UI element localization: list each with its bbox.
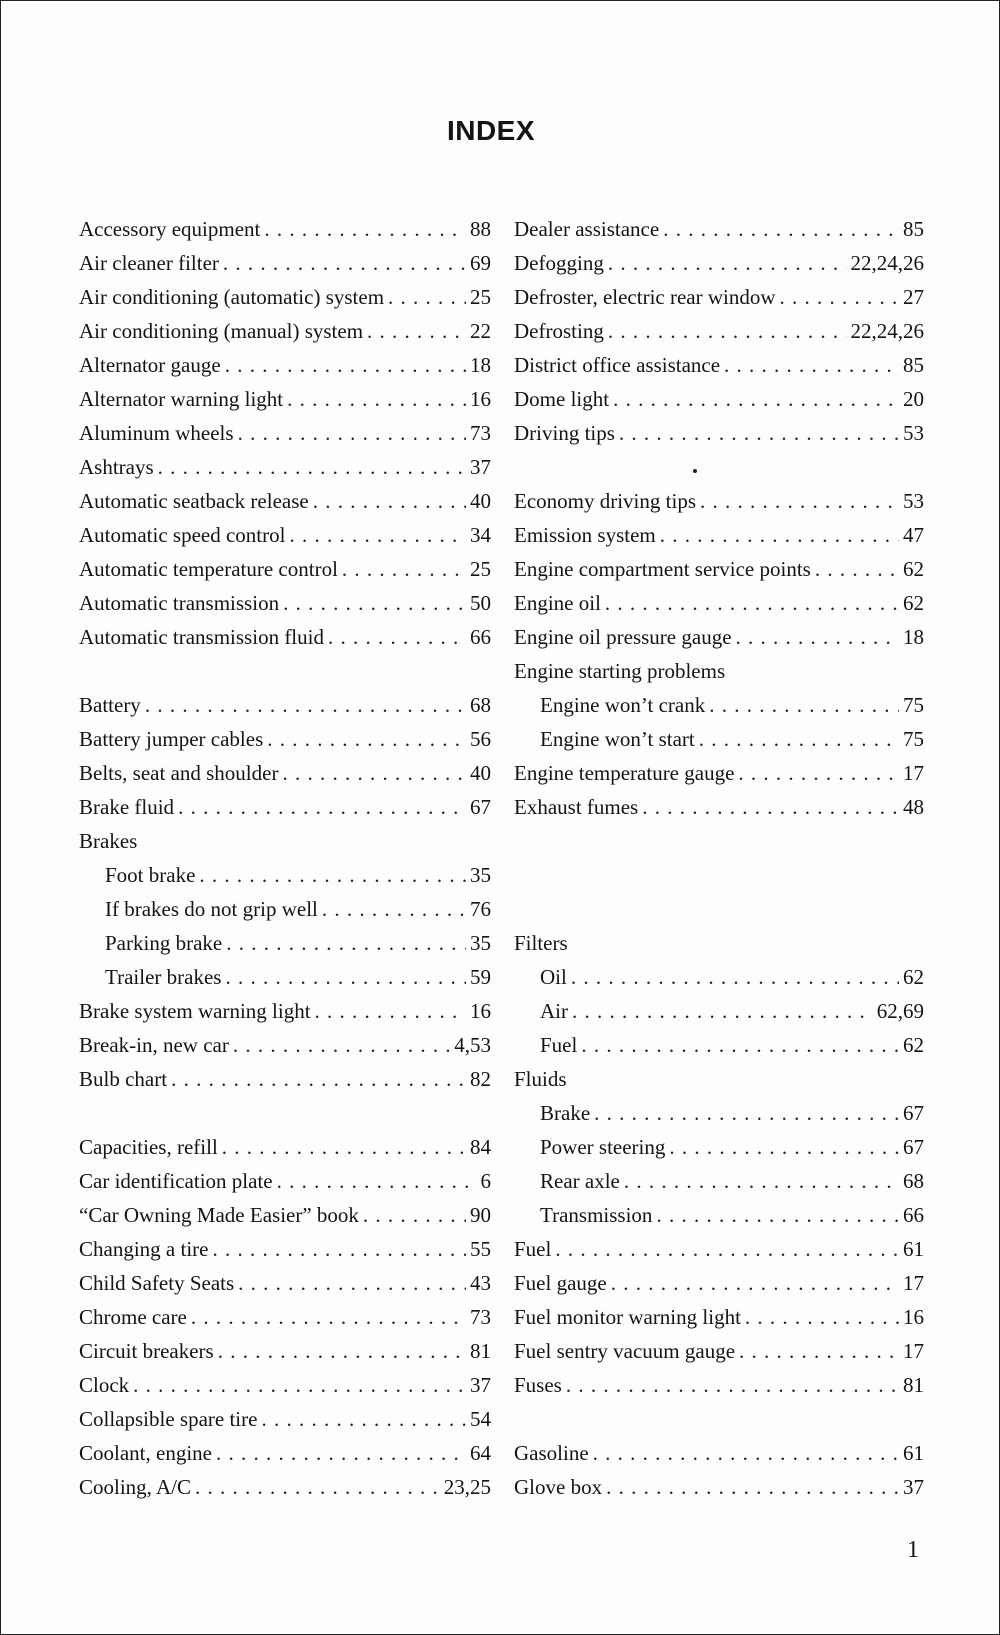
entry-page-number: 62 — [903, 591, 924, 615]
dot-leader — [223, 246, 466, 280]
dot-leader — [745, 1300, 899, 1334]
entry-page-number: 18 — [470, 353, 491, 377]
index-spacer — [514, 858, 924, 892]
entry-page-number: 16 — [903, 1305, 924, 1329]
index-entry — [79, 790, 491, 824]
entry-label: Fuel — [514, 1237, 552, 1261]
dot-leader — [572, 994, 873, 1028]
entry-page-number: 40 — [470, 489, 491, 513]
dot-leader — [555, 1232, 899, 1266]
index-entry — [79, 994, 491, 1028]
entry-label: Ashtrays — [79, 455, 154, 479]
entry-page-number: 62 — [903, 1033, 924, 1057]
dot-leader — [199, 858, 466, 892]
entry-label: Oil — [540, 965, 567, 989]
entry-label: Rear axle — [540, 1169, 620, 1193]
dot-leader — [222, 1130, 466, 1164]
index-subentry — [514, 960, 924, 994]
dot-leader — [642, 790, 899, 824]
entry-page-number: 37 — [903, 1475, 924, 1499]
index-column-left — [79, 212, 491, 1504]
dot-leader — [699, 722, 899, 756]
index-entry — [79, 348, 491, 382]
dot-leader — [656, 1198, 899, 1232]
entry-label: Automatic transmission fluid — [79, 625, 324, 649]
entry-label: Clock — [79, 1373, 130, 1397]
dot-leader — [738, 756, 899, 790]
dot-leader — [133, 1368, 466, 1402]
entry-page-number: 68 — [903, 1169, 924, 1193]
dot-leader — [669, 1130, 899, 1164]
dot-leader — [212, 1232, 466, 1266]
page-title: INDEX — [446, 115, 536, 146]
index-entry — [79, 416, 491, 450]
dot-leader — [287, 382, 466, 416]
dot-leader — [328, 620, 466, 654]
index-entry — [79, 1164, 491, 1198]
dot-leader — [238, 416, 466, 450]
entry-page-number: 27 — [903, 285, 924, 309]
dot-leader — [216, 1436, 466, 1470]
index-entry — [79, 1334, 491, 1368]
entry-label: Changing a tire — [79, 1237, 209, 1261]
entry-label: Brake system warning light — [79, 999, 311, 1023]
entry-label: Exhaust fumes — [514, 795, 639, 819]
dot-leader — [619, 416, 899, 450]
entry-label: Gasoline — [514, 1441, 589, 1465]
dot-leader — [593, 1436, 899, 1470]
dot-leader — [282, 756, 466, 790]
entry-label: Automatic temperature control — [79, 557, 338, 581]
dot-leader — [571, 960, 899, 994]
index-subentry — [79, 926, 491, 960]
page-number: 1 — [907, 1537, 919, 1563]
dot-leader — [581, 1028, 899, 1062]
dot-leader — [322, 892, 466, 926]
dot-leader — [238, 1266, 466, 1300]
entry-label: Bulb chart — [79, 1067, 168, 1091]
entry-label: Fuel — [540, 1033, 578, 1057]
index-entry — [514, 756, 924, 790]
dot-leader — [613, 382, 899, 416]
entry-page-number: 61 — [903, 1237, 924, 1261]
entry-page-number: 23,25 — [443, 1475, 491, 1499]
entry-label: Engine won’t crank — [540, 693, 706, 717]
index-entry — [79, 688, 491, 722]
entry-label: Brakes — [79, 829, 138, 853]
entry-label: Fuel monitor warning light — [514, 1305, 741, 1329]
index-spacer — [79, 1096, 491, 1130]
dot-leader — [218, 1334, 466, 1368]
index-entry — [79, 484, 491, 518]
dot-leader — [724, 348, 899, 382]
entry-page-number: 22,24,26 — [850, 251, 924, 275]
dot-leader — [700, 484, 899, 518]
entry-page-number: 59 — [470, 965, 491, 989]
entry-page-number: 73 — [470, 421, 491, 445]
entry-label: Air — [540, 999, 568, 1023]
entry-page-number: 48 — [903, 795, 924, 819]
entry-page-number: 6 — [480, 1169, 491, 1193]
entry-page-number: 22 — [470, 319, 491, 343]
index-entry — [79, 552, 491, 586]
index-entry — [514, 620, 924, 654]
index-subentry — [514, 1164, 924, 1198]
index-entry — [79, 756, 491, 790]
entry-page-number: 40 — [470, 761, 491, 785]
entry-page-number: 62,69 — [876, 999, 924, 1023]
index-entry — [79, 1402, 491, 1436]
dot-leader — [226, 926, 466, 960]
index-entry — [514, 484, 924, 518]
index-entry — [514, 246, 924, 280]
dot-leader — [289, 518, 466, 552]
entry-label: Belts, seat and shoulder — [79, 761, 279, 785]
index-entry — [79, 1062, 491, 1096]
entry-page-number: 16 — [470, 387, 491, 411]
index-heading — [79, 824, 491, 858]
index-entry — [79, 586, 491, 620]
dot-leader — [736, 620, 899, 654]
index-entry — [514, 212, 924, 246]
entry-label: Collapsible spare tire — [79, 1407, 258, 1431]
index-entry — [514, 518, 924, 552]
dot-leader — [264, 212, 466, 246]
index-subentry — [514, 994, 924, 1028]
entry-label: Engine starting problems — [514, 659, 726, 683]
dot-leader — [225, 348, 466, 382]
entry-label: Air cleaner filter — [79, 251, 219, 275]
index-entry — [79, 1368, 491, 1402]
index-entry — [514, 1334, 924, 1368]
index-spacer — [79, 654, 491, 688]
index-heading — [514, 926, 924, 960]
entry-page-number: 56 — [470, 727, 491, 751]
dot-leader — [283, 586, 466, 620]
entry-label: Dealer assistance — [514, 217, 660, 241]
index-entry — [514, 1368, 924, 1402]
entry-page-number: 25 — [470, 285, 491, 309]
dot-leader — [606, 1470, 899, 1504]
entry-page-number: 61 — [903, 1441, 924, 1465]
entry-page-number: 25 — [470, 557, 491, 581]
entry-label: Trailer brakes — [105, 965, 222, 989]
entry-page-number: 18 — [903, 625, 924, 649]
index-column-right — [514, 212, 924, 1504]
entry-label: Engine oil pressure gauge — [514, 625, 732, 649]
entry-page-number: 64 — [470, 1441, 491, 1465]
entry-label: Defroster, electric rear window — [514, 285, 776, 309]
dot-leader — [780, 280, 899, 314]
entry-page-number: 88 — [470, 217, 491, 241]
dot-leader — [815, 552, 899, 586]
entry-page-number: 37 — [470, 1373, 491, 1397]
entry-page-number: 43 — [470, 1271, 491, 1295]
entry-label: Engine oil — [514, 591, 601, 615]
entry-page-number: 81 — [903, 1373, 924, 1397]
entry-page-number: 85 — [903, 353, 924, 377]
dot-leader — [709, 688, 899, 722]
entry-label: District office assistance — [514, 353, 721, 377]
entry-page-number: 17 — [903, 1339, 924, 1363]
dot-leader — [158, 450, 466, 484]
entry-label: Filters — [514, 931, 568, 955]
index-spacer — [514, 824, 924, 858]
index-subentry — [514, 1198, 924, 1232]
index-entry — [79, 1470, 491, 1504]
entry-label: Child Safety Seats — [79, 1271, 235, 1295]
entry-page-number: 62 — [903, 557, 924, 581]
index-subentry — [514, 688, 924, 722]
entry-label: Transmission — [540, 1203, 653, 1227]
entry-label: Defrosting — [514, 319, 604, 343]
entry-label: Battery jumper cables — [79, 727, 264, 751]
entry-label: Driving tips — [514, 421, 615, 445]
entry-label: Automatic seatback release — [79, 489, 309, 513]
dot-leader — [660, 518, 899, 552]
index-heading — [514, 654, 924, 688]
entry-label: Glove box — [514, 1475, 603, 1499]
entry-page-number: 53 — [903, 489, 924, 513]
dot-leader — [313, 484, 466, 518]
index-entry — [79, 1436, 491, 1470]
index-entry — [79, 450, 491, 484]
dot-leader — [388, 280, 466, 314]
entry-label: Fuel gauge — [514, 1271, 607, 1295]
index-heading — [514, 1062, 924, 1096]
index-entry — [79, 382, 491, 416]
entry-label: Circuit breakers — [79, 1339, 214, 1363]
index-entry — [79, 1028, 491, 1062]
entry-page-number: 17 — [903, 761, 924, 785]
entry-label: Engine compartment service points — [514, 557, 811, 581]
entry-page-number: 66 — [903, 1203, 924, 1227]
index-spacer — [514, 892, 924, 926]
index-subentry — [514, 1096, 924, 1130]
dot-leader — [363, 1198, 466, 1232]
entry-label: Fluids — [514, 1067, 567, 1091]
entry-page-number: 50 — [470, 591, 491, 615]
dot-leader — [261, 1402, 466, 1436]
entry-page-number: 55 — [470, 1237, 491, 1261]
index-entry — [79, 1130, 491, 1164]
index-entry — [514, 314, 924, 348]
entry-page-number: 62 — [903, 965, 924, 989]
entry-page-number: 22,24,26 — [850, 319, 924, 343]
index-subentry — [79, 960, 491, 994]
dot-leader — [315, 994, 466, 1028]
entry-label: Engine won’t start — [540, 727, 695, 751]
entry-page-number: 35 — [470, 863, 491, 887]
index-entry — [514, 552, 924, 586]
entry-page-number: 84 — [470, 1135, 491, 1159]
dot-leader — [739, 1334, 899, 1368]
dot-leader — [171, 1062, 466, 1096]
index-entry — [79, 518, 491, 552]
entry-page-number: 69 — [470, 251, 491, 275]
index-subentry — [79, 892, 491, 926]
dot-leader — [624, 1164, 899, 1198]
index-entry — [514, 348, 924, 382]
index-entry — [79, 620, 491, 654]
index-subentry — [514, 722, 924, 756]
index-entry — [79, 212, 491, 246]
index-spacer — [514, 450, 924, 484]
index-spacer — [514, 1402, 924, 1436]
entry-label: Defogging — [514, 251, 604, 275]
entry-page-number: 4,53 — [454, 1033, 491, 1057]
entry-page-number: 75 — [903, 693, 924, 717]
entry-page-number: 34 — [470, 523, 491, 547]
entry-page-number: 47 — [903, 523, 924, 547]
index-entry — [514, 382, 924, 416]
entry-label: Automatic speed control — [79, 523, 286, 547]
entry-page-number: 75 — [903, 727, 924, 751]
entry-label: Battery — [79, 693, 141, 717]
index-entry — [79, 280, 491, 314]
entry-page-number: 67 — [903, 1135, 924, 1159]
index-entry — [514, 1470, 924, 1504]
entry-label: Car identification plate — [79, 1169, 273, 1193]
entry-label: Dome light — [514, 387, 610, 411]
index-entry — [79, 246, 491, 280]
entry-page-number: 81 — [470, 1339, 491, 1363]
index-entry — [79, 1266, 491, 1300]
entry-page-number: 68 — [470, 693, 491, 717]
entry-page-number: 53 — [903, 421, 924, 445]
dot-leader — [608, 246, 847, 280]
entry-page-number: 82 — [470, 1067, 491, 1091]
entry-label: Parking brake — [105, 931, 223, 955]
index-subentry — [514, 1130, 924, 1164]
entry-label: If brakes do not grip well — [105, 897, 318, 921]
index-subentry — [514, 1028, 924, 1062]
entry-page-number: 35 — [470, 931, 491, 955]
dot-leader — [277, 1164, 477, 1198]
index-entry — [79, 1300, 491, 1334]
dot-leader — [195, 1470, 440, 1504]
entry-page-number: 85 — [903, 217, 924, 241]
entry-label: “Car Owning Made Easier” book — [79, 1203, 359, 1227]
dot-leader — [342, 552, 466, 586]
entry-label: Power steering — [540, 1135, 666, 1159]
entry-label: Fuel sentry vacuum gauge — [514, 1339, 736, 1363]
entry-label: Brake — [540, 1101, 591, 1125]
index-subentry — [79, 858, 491, 892]
index-entry — [514, 1266, 924, 1300]
dot-leader — [605, 586, 899, 620]
dot-leader — [191, 1300, 466, 1334]
index-entry — [79, 1232, 491, 1266]
dot-leader — [267, 722, 466, 756]
entry-label: Air conditioning (manual) system — [79, 319, 364, 343]
entry-label: Break-in, new car — [79, 1033, 229, 1057]
dot-leader — [594, 1096, 899, 1130]
stray-print-mark — [693, 469, 697, 473]
index-entry — [514, 1300, 924, 1334]
entry-page-number: 90 — [470, 1203, 491, 1227]
dot-leader — [663, 212, 899, 246]
dot-leader — [145, 688, 466, 722]
index-entry — [514, 416, 924, 450]
entry-label: Capacities, refill — [79, 1135, 218, 1159]
dot-leader — [233, 1028, 450, 1062]
index-entry — [514, 790, 924, 824]
entry-page-number: 66 — [470, 625, 491, 649]
index-entry — [514, 1232, 924, 1266]
entry-page-number: 73 — [470, 1305, 491, 1329]
entry-page-number: 76 — [470, 897, 491, 921]
index-entry — [79, 1198, 491, 1232]
entry-page-number: 67 — [903, 1101, 924, 1125]
dot-leader — [566, 1368, 899, 1402]
entry-label: Automatic transmission — [79, 591, 280, 615]
index-entry — [79, 314, 491, 348]
entry-label: Alternator gauge — [79, 353, 221, 377]
entry-label: Emission system — [514, 523, 656, 547]
entry-label: Brake fluid — [79, 795, 175, 819]
index-entry — [79, 722, 491, 756]
entry-page-number: 37 — [470, 455, 491, 479]
entry-label: Fuses — [514, 1373, 562, 1397]
entry-page-number: 16 — [470, 999, 491, 1023]
entry-label: Foot brake — [105, 863, 196, 887]
entry-label: Coolant, engine — [79, 1441, 212, 1465]
index-entry — [514, 1436, 924, 1470]
dot-leader — [608, 314, 847, 348]
dot-leader — [611, 1266, 899, 1300]
entry-page-number: 17 — [903, 1271, 924, 1295]
entry-label: Accessory equipment — [79, 217, 261, 241]
entry-label: Engine temperature gauge — [514, 761, 735, 785]
entry-page-number: 67 — [470, 795, 491, 819]
dot-leader — [367, 314, 466, 348]
entry-page-number: 20 — [903, 387, 924, 411]
entry-label: Air conditioning (automatic) system — [79, 285, 385, 309]
entry-label: Chrome care — [79, 1305, 187, 1329]
entry-page-number: 54 — [470, 1407, 491, 1431]
entry-label: Alternator warning light — [79, 387, 284, 411]
entry-label: Cooling, A/C — [79, 1475, 192, 1499]
entry-label: Economy driving tips — [514, 489, 696, 513]
dot-leader — [178, 790, 466, 824]
index-entry — [514, 586, 924, 620]
entry-label: Aluminum wheels — [79, 421, 234, 445]
index-entry — [514, 280, 924, 314]
dot-leader — [225, 960, 466, 994]
